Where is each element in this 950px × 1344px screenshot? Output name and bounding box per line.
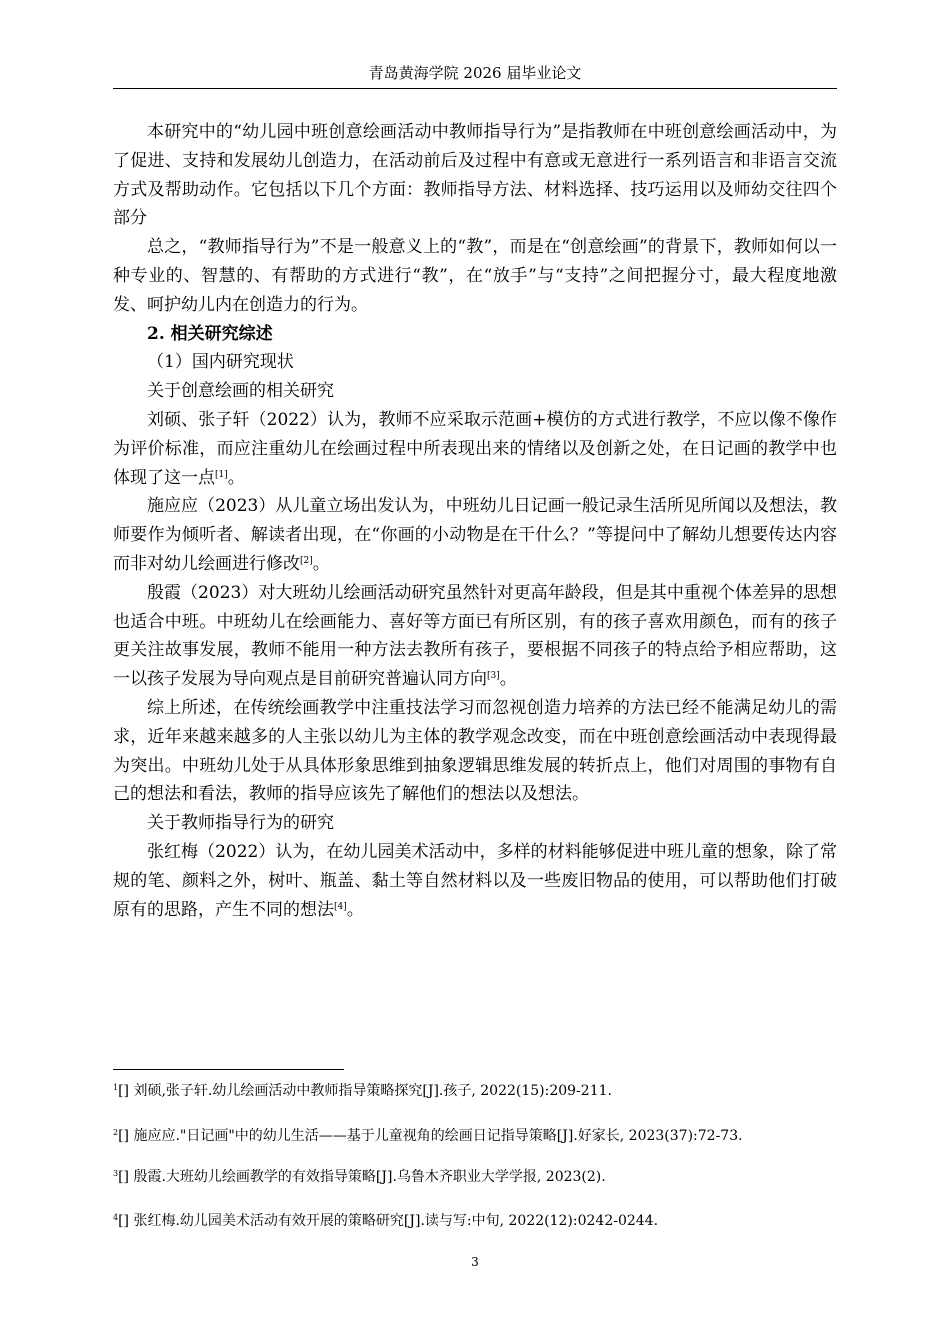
page-number: 3 (471, 1255, 479, 1269)
topic-heading-creative-drawing: 关于创意绘画的相关研究 (147, 381, 334, 402)
footnote (113, 1168, 837, 1186)
header-rule (113, 88, 837, 89)
paragraph-end: 。 (312, 553, 330, 574)
paragraph-conclusion: 综上所述，在传统绘画教学中注重技法学习而忽视创造力培养的方法已经不能满足幼儿的需求，近年来越来越多的人主张以幼儿为主体的教学观念改变，而在中班创意绘画活动中表现得最为突出。中班幼儿处于从具体形象思维到抽象逻辑思维发展的转折点上，他们对周围的事物有自己的想法和看法，教师的指导应该先了解他们的想法以及想法。 (113, 697, 837, 805)
paragraph-end: 。 (227, 467, 245, 488)
footnote (113, 1212, 837, 1230)
topic-heading-guidance: 关于教师指导行为的研究 (147, 813, 334, 834)
footnote-text: [] 刘硕,张子轩.幼儿绘画活动中教师指导策略探究[J].孩子, 2022(15):209-211. (118, 1083, 612, 1099)
paragraph-liu-zhang (113, 406, 837, 492)
subsection-heading: （1）国内研究现状 (147, 352, 294, 373)
footnote-separator (113, 1069, 344, 1070)
footnote-mark: 3 (113, 1169, 119, 1178)
paragraph-text: 张红梅（2022）认为，在幼儿园美术活动中，多样的材料能够促进中班儿童的想象，除了常规的笔、颜料之外，树叶、瓶盖、黏土等自然材料以及一些废旧物品的使用，可以帮助他们打破原有的思路，产生不同的想法 (113, 841, 837, 920)
footnote-text: [] 施应应."日记画"中的幼儿生活——基于儿童视角的绘画日记指导策略[J].好家长, 2023(37):72-73. (118, 1128, 743, 1144)
body-text (113, 118, 837, 924)
citation-ref: [2] (300, 555, 313, 566)
citation-ref: [3] (487, 671, 500, 682)
paragraph-text: 殷霞（2023）对大班幼儿绘画活动研究虽然针对更高年龄段，但是其中重视个体差异的思想也适合中班。中班幼儿在绘画能力、喜好等方面已有所区别，有的孩子喜欢用颜色，而有的孩子更关注故事发展，教师不能用一种方法去教所有孩子，要根据不同孩子的特点给予相应帮助，这一以孩子发展为导向观点是目前研究普遍认同方向 (113, 582, 837, 690)
paragraph-text: 施应应（2023）从儿童立场出发认为，中班幼儿日记画一般记录生活所见所闻以及想法，教师要作为倾听者、解读者出现，在“你画的小动物是在干什么？”等提问中了解幼儿想要传达内容而非对幼儿绘画进行修改 (113, 496, 837, 574)
footnote (113, 1082, 837, 1100)
paragraph-end: 。 (346, 899, 364, 920)
paragraph-shi (113, 492, 837, 578)
paragraph-yin (113, 579, 837, 694)
paragraph-summary: 总之，“教师指导行为”不是一般意义上的“教”，而是在“创意绘画”的背景下，教师如何以一种专业的、智慧的、有帮助的方式进行“教”，在“放手”与“支持”之间把握分寸，最大程度地激发、呵护幼儿内在创造力的行为。 (113, 237, 837, 315)
footnote-text: [] 殷霞.大班幼儿绘画教学的有效指导策略[J].乌鲁木齐职业大学学报, 2023(2). (118, 1169, 606, 1185)
paragraph-text: 刘硕、张子轩（2022）认为，教师不应采取示范画+模仿的方式进行教学，不应以像不像作为评价标准，而应注重幼儿在绘画过程中所表现出来的情绪以及创新之处，在日记画的教学中也体现了这一点 (113, 409, 837, 488)
section-heading: 2. 相关研究综述 (147, 323, 273, 344)
citation-ref: [1] (215, 469, 228, 480)
footnote (113, 1127, 837, 1145)
footnote-mark: 1 (113, 1083, 119, 1092)
running-header: 青岛黄海学院 2026 届毕业论文 (368, 64, 582, 82)
footnote-mark: 2 (113, 1128, 119, 1137)
footnote-mark: 4 (113, 1213, 119, 1222)
citation-ref: [4] (334, 901, 347, 912)
footnote-text: [] 张红梅.幼儿园美术活动有效开展的策略研究[J].读与写:中旬, 2022(12):0242-0244. (118, 1213, 659, 1229)
paragraph-zhang-hongmei (113, 838, 837, 924)
paragraph-definition: 本研究中的“幼儿园中班创意绘画活动中教师指导行为”是指教师在中班创意绘画活动中，为了促进、支持和发展幼儿创造力，在活动前后及过程中有意或无意进行一系列语言和非语言交流方式及帮助动作。它包括以下几个方面：教师指导方法、材料选择、技巧运用以及师幼交往四个部分 (113, 122, 837, 229)
paragraph-end: 。 (499, 669, 517, 690)
